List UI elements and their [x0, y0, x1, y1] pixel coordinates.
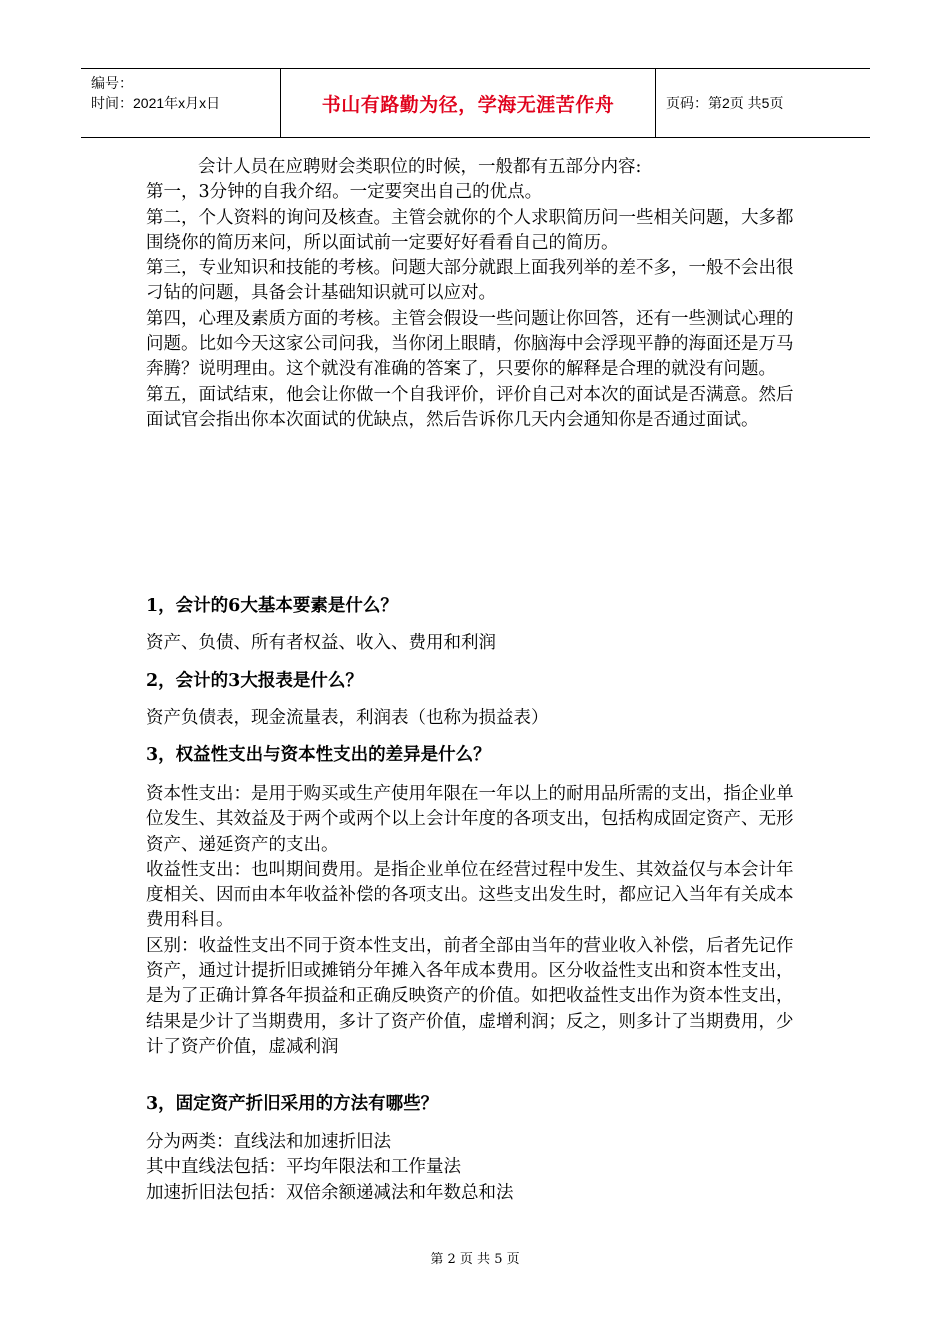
header-left-cell — [81, 69, 281, 137]
intro-lead: 会计人员在应聘财会类职位的时候，一般都有五部分内容: — [198, 157, 642, 177]
answer-3-difference: 区别：收益性支出不同于资本性支出，前者全部由当年的营业收入补偿，后者先记作资产，通过计提折旧或摊销分年摊入各年成本费用。区分收益性支出和资本性支出，是为了正确计算各年损益和正确反映资产的价值。如把收益性支出作为资本性支出，结果是少计了当期费用，多计了资产价值，虚增利润；反之，则多计了当期费用，少计了资产价值，虚减利润 — [146, 935, 794, 1057]
answer-3-capital: 资本性支出：是用于购买或生产使用年限在一年以上的耐用品所需的支出，指企业单位发生、其效益及于两个或两个以上会计年度的各项支出，包括构成固定资产、无形资产、递延资产的支出。 — [146, 784, 794, 855]
question-2: 2，会计的3大报表是什么？ — [146, 671, 363, 691]
answer-2-block — [146, 706, 806, 731]
page-footer: 第 2 页 共 5 页 — [430, 1252, 520, 1267]
question-1: 1，会计的6大基本要素是什么？ — [146, 596, 398, 616]
question-3: 3，权益性支出与资本性支出的差异是什么？ — [146, 745, 491, 765]
intro-item-4: 第四，心理及素质方面的考核。主管会假设一些问题让你回答，还有一些测试心理的问题。比如今天这家公司问我，当你闭上眼睛，你脑海中会浮现平静的海面还是万马奔腾？说明理由。这个就没有准确的答案了，只要你的解释是合理的就没有问题。 — [146, 308, 794, 380]
header-motto: 书山有路勤为径，学海无涯苦作舟 — [281, 69, 656, 137]
intro-item-2: 第二，个人资料的询问及核查。主管会就你的个人求职简历问一些相关问题，大多都围绕你的简历来问，所以面试前一定要好好看看自己的简历。 — [146, 207, 794, 253]
header-table — [81, 68, 870, 138]
qa-2 — [146, 669, 806, 694]
answer-4-line-3: 加速折旧法包括：双倍余额递减法和年数总和法 — [146, 1182, 514, 1203]
answer-4-line-1: 分为两类：直线法和加速折旧法 — [146, 1132, 391, 1152]
question-4: 3，固定资产折旧采用的方法有哪些？ — [146, 1094, 439, 1114]
header-page-info: 页码：第2页 共5页 — [666, 95, 784, 111]
answer-3-revenue: 收益性支出：也叫期间费用。是指企业单位在经营过程中发生、其效益仅与本会计年度相关、因而由本年收益补偿的各项支出。这些支出发生时，都应记入当年有关成本费用科目。 — [146, 859, 794, 931]
intro-item-3: 第三，专业知识和技能的考核。问题大部分就跟上面我列举的差不多，一般不会出很刁钻的问题，具备会计基础知识就可以应对。 — [146, 258, 794, 304]
answer-1-block — [146, 631, 806, 656]
answer-4-line-2: 其中直线法包括：平均年限法和工作量法 — [146, 1157, 461, 1178]
answer-1: 资产、负债、所有者权益、收入、费用和利润 — [146, 633, 496, 653]
qa-1 — [146, 594, 806, 619]
intro-item-5: 第五，面试结束，他会让你做一个自我评价，评价自己对本次的面试是否满意。然后面试官会指出你本次面试的优缺点，然后告诉你几天内会通知你是否通过面试。 — [146, 384, 794, 430]
answer-4-block — [146, 1130, 806, 1206]
qa-4 — [146, 1092, 806, 1117]
intro-section — [146, 155, 806, 433]
answer-2: 资产负债表，现金流量表，利润表（也称为损益表） — [146, 708, 549, 728]
answer-3-block — [146, 782, 806, 1060]
intro-item-1: 第一，3分钟的自我介绍。一定要突出自己的优点。 — [146, 182, 543, 203]
time-label: 时间：2021年x月x日 — [91, 95, 221, 111]
qa-3 — [146, 743, 806, 768]
number-label: 编号： — [91, 75, 133, 91]
